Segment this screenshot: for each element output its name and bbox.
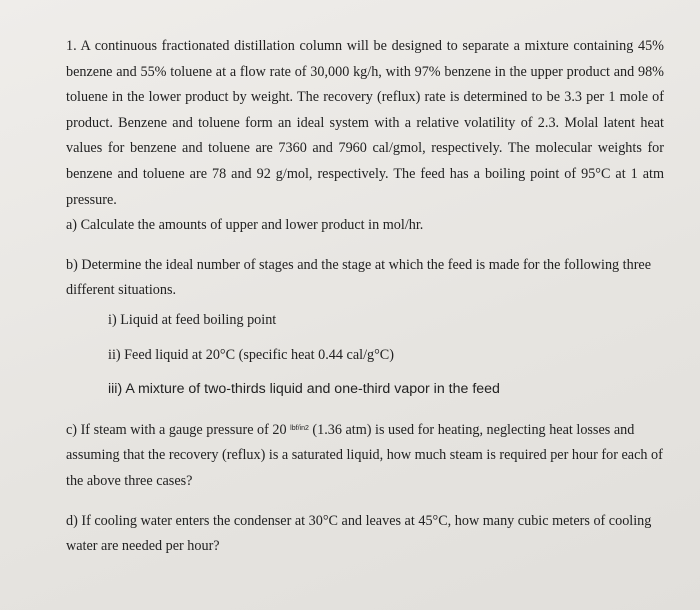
- part-c-rest: (1.36 atm) is used for heating, neglecting heat losses and assuming that the recovery (reflux) is a saturated liquid, how much steam is required per hour for each of the above three cases?: [66, 421, 663, 489]
- part-b-case-ii: ii) Feed liquid at 20°C (specific heat 0.44 cal/g°C): [108, 346, 394, 363]
- part-b-question: b) Determine the ideal number of stages and the stage at which the feed is made for the following three different situations.: [66, 256, 652, 299]
- problem-statement: 1. A continuous fractionated distillation column will be designed to separate a mixture containing 45% benzene and 55% toluene at a flow rate of 30,000 kg/h, with 97% benzene in the upper product and 98% toluene in the lower product by weight. The recovery (reflux) rate is determined to be 3.3 per 1 mole of product. Benzene and toluene form an ideal system with a relative volatility of 2.3. Molal latent heat values for benzene and toluene are 7360 and 7960 cal/gmol, respectively. The molecular weights for benzene and toluene are 78 and 92 g/mol, respectively. The feed has a boiling point of 95°C at 1 atm pressure.: [66, 38, 664, 208]
- part-a-question: a) Calculate the amounts of upper and lower product in mol/hr.: [66, 217, 424, 234]
- pressure-unit: lbf/in2: [290, 424, 309, 432]
- part-b-case-i: i) Liquid at feed boiling point: [108, 311, 277, 328]
- part-b-case-iii: iii) A mixture of two-thirds liquid and one-third vapor in the feed: [108, 381, 500, 398]
- part-c-question: [66, 416, 664, 495]
- part-d-question: d) If cooling water enters the condenser at 30°C and leaves at 45°C, how many cubic meters of cooling water are needed per hour?: [66, 512, 652, 555]
- part-c-lead: c) If steam with a gauge pressure of 20: [66, 421, 287, 438]
